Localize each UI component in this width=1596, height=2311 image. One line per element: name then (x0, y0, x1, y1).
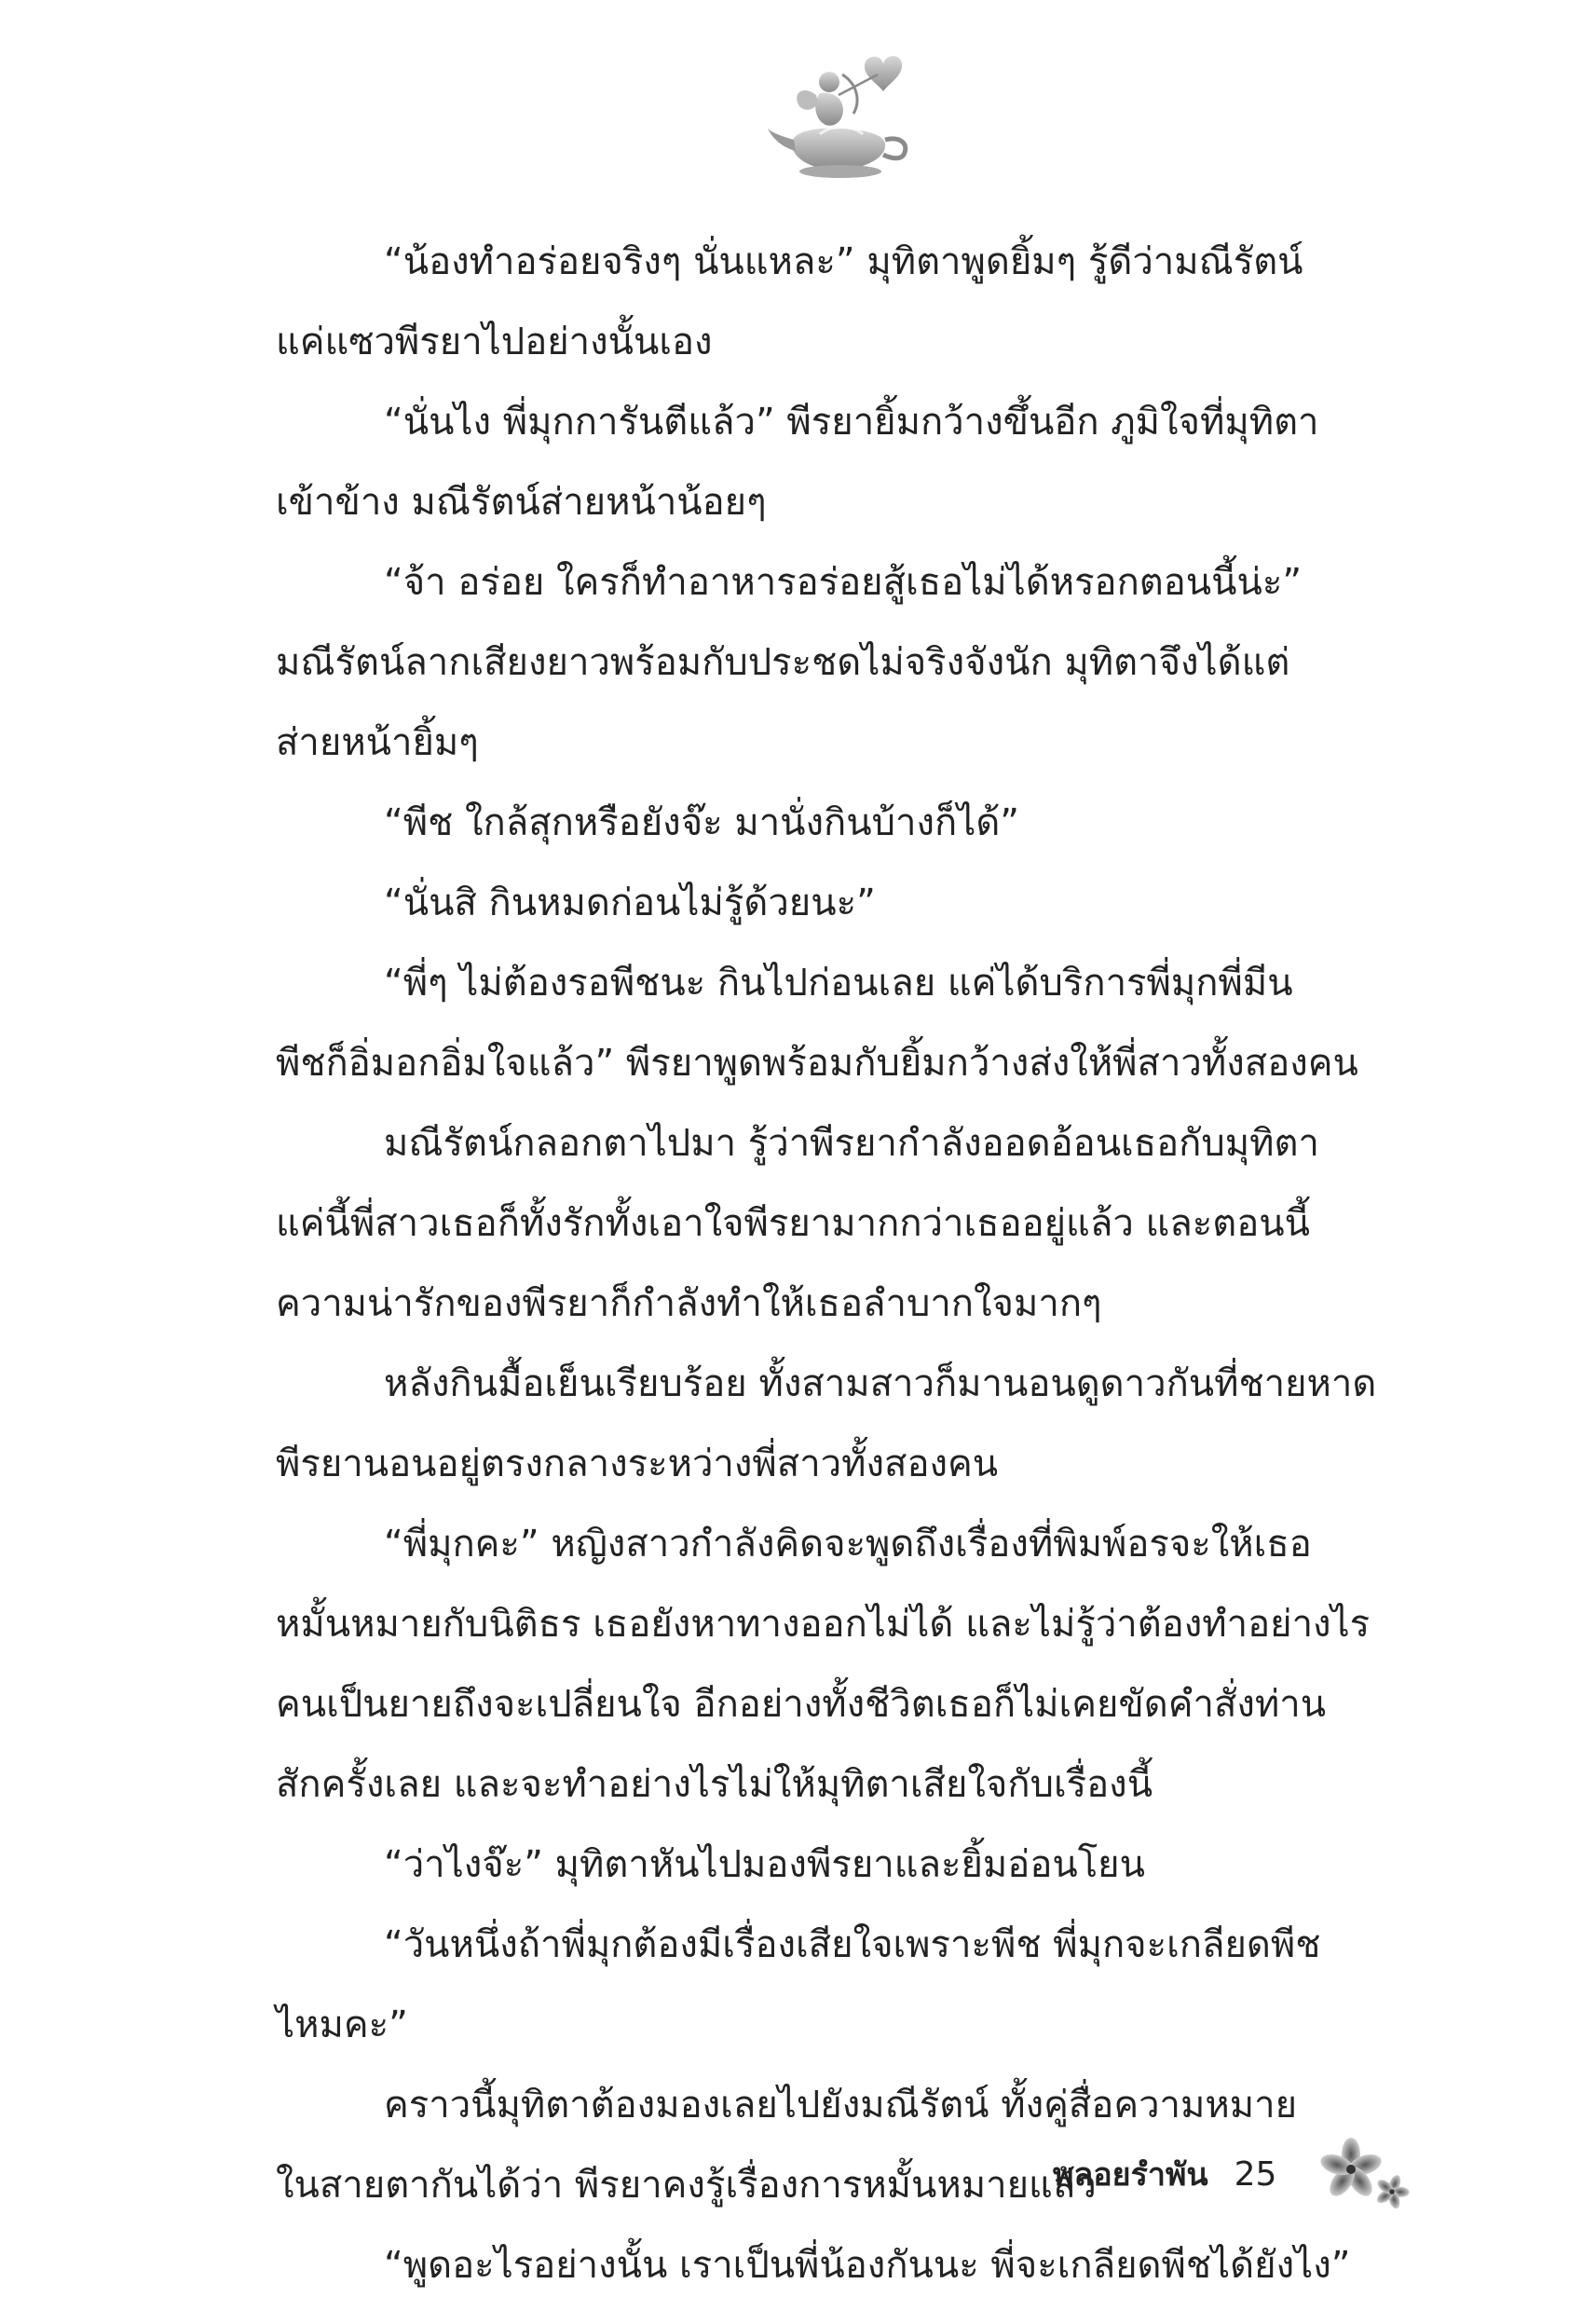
text-line: ในสายตากันได้ว่า พีรยาคงรู้เรื่องการหมั้นหมายแล้ว (276, 2164, 1097, 2207)
text-line: หมั้นหมายกับนิติธร เธอยังหาทางออกไม่ได้ และไม่รู้ว่าต้องทำอย่างไร (276, 1603, 1371, 1646)
text-line: เข้าข้าง มณีรัตน์ส่ายหน้าน้อยๆ (276, 481, 767, 524)
text-line: แค่นี้พี่สาวเธอก็ทั้งรักทั้งเอาใจพีรยามากกว่าเธออยู่แล้ว และตอนนี้ (276, 1202, 1310, 1245)
book-title: พลอยรำพัน (1053, 2156, 1208, 2194)
text-line: “พูดอะไรอย่างนั้น เราเป็นพี่น้องกันนะ พี่จะเกลียดพีชได้ยังไง” (384, 2244, 1351, 2287)
text-line: “วันหนึ่งถ้าพี่มุกต้องมีเรื่องเสียใจเพราะพีช พี่มุกจะเกลียดพีช (384, 1923, 1321, 1966)
text-line: แค่แซวพีรยาไปอย่างนั้นเอง (276, 321, 713, 363)
text-line: มณีรัตน์ลากเสียงยาวพร้อมกับประชดไม่จริงจังนัก มุทิตาจึงได้แต่ (276, 641, 1290, 684)
text-line: พีชก็อิ่มอกอิ่มใจแล้ว” พีรยาพูดพร้อมกับยิ้มกว้างส่งให้พี่สาวทั้งสองคน (276, 1042, 1358, 1085)
page-number: 25 (1234, 2154, 1277, 2194)
text-line: คนเป็นยายถึงจะเปลี่ยนใจ อีกอย่างทั้งชีวิตเธอก็ไม่เคยขัดคำสั่งท่าน (276, 1683, 1327, 1726)
text-line: พีรยานอนอยู่ตรงกลางระหว่างพี่สาวทั้งสองคน (276, 1443, 999, 1485)
text-line: “พี่ๆ ไม่ต้องรอพีชนะ กินไปก่อนเลย แค่ได้บริการพี่มุกพี่มีน (384, 962, 1293, 1005)
text-line: “น้องทำอร่อยจริงๆ นั่นแหละ” มุทิตาพูดยิ้มๆ รู้ดีว่ามณีรัตน์ (384, 240, 1303, 283)
page-footer (1053, 2141, 1414, 2207)
text-line: สักครั้งเลย และจะทำอย่างไรไม่ให้มุทิตาเสียใจกับเรื่องนี้ (276, 1763, 1153, 1806)
text-line: ความน่ารักของพีรยาก็กำลังทำให้เธอลำบากใจมากๆ (276, 1282, 1102, 1325)
text-line: หลังกินมื้อเย็นเรียบร้อย ทั้งสามสาวก็มานอนดูดาวกันที่ชายหาด (384, 1362, 1377, 1405)
cupid-teapot-ornament-icon (764, 47, 922, 186)
text-line: “พี่มุกคะ” หญิงสาวกำลังคิดจะพูดถึงเรื่องที่พิมพ์อรจะให้เธอ (384, 1523, 1312, 1566)
text-line: “จ้า อร่อย ใครก็ทำอาหารอร่อยสู้เธอไม่ได้หรอกตอนนี้น่ะ” (384, 561, 1303, 604)
text-line: “นั่นไง พี่มุกการันตีแล้ว” พีรยายิ้มกว้างขึ้นอีก ภูมิใจที่มุทิตา (384, 401, 1319, 444)
text-line: คราวนี้มุทิตาต้องมองเลยไปยังมณีรัตน์ ทั้งคู่สื่อความหมาย (384, 2084, 1297, 2126)
text-line: ส่ายหน้ายิ้มๆ (276, 721, 479, 764)
text-line: “พีช ใกล้สุกหรือยังจ๊ะ มานั่งกินบ้างก็ได้” (384, 801, 1020, 844)
text-line: มณีรัตน์กลอกตาไปมา รู้ว่าพีรยากำลังออดอ้อนเธอกับมุทิตา (384, 1122, 1319, 1165)
text-line: “ว่าไงจ๊ะ” มุทิตาหันไปมองพีรยาและยิ้มอ่อนโยน (384, 1843, 1145, 1886)
text-line: “นั่นสิ กินหมดก่อนไม่รู้ด้วยนะ” (384, 882, 876, 924)
body-text (276, 222, 1416, 2305)
text-line: ไหมคะ” (276, 2003, 408, 2046)
frangipani-flower-icon (1312, 2132, 1414, 2216)
